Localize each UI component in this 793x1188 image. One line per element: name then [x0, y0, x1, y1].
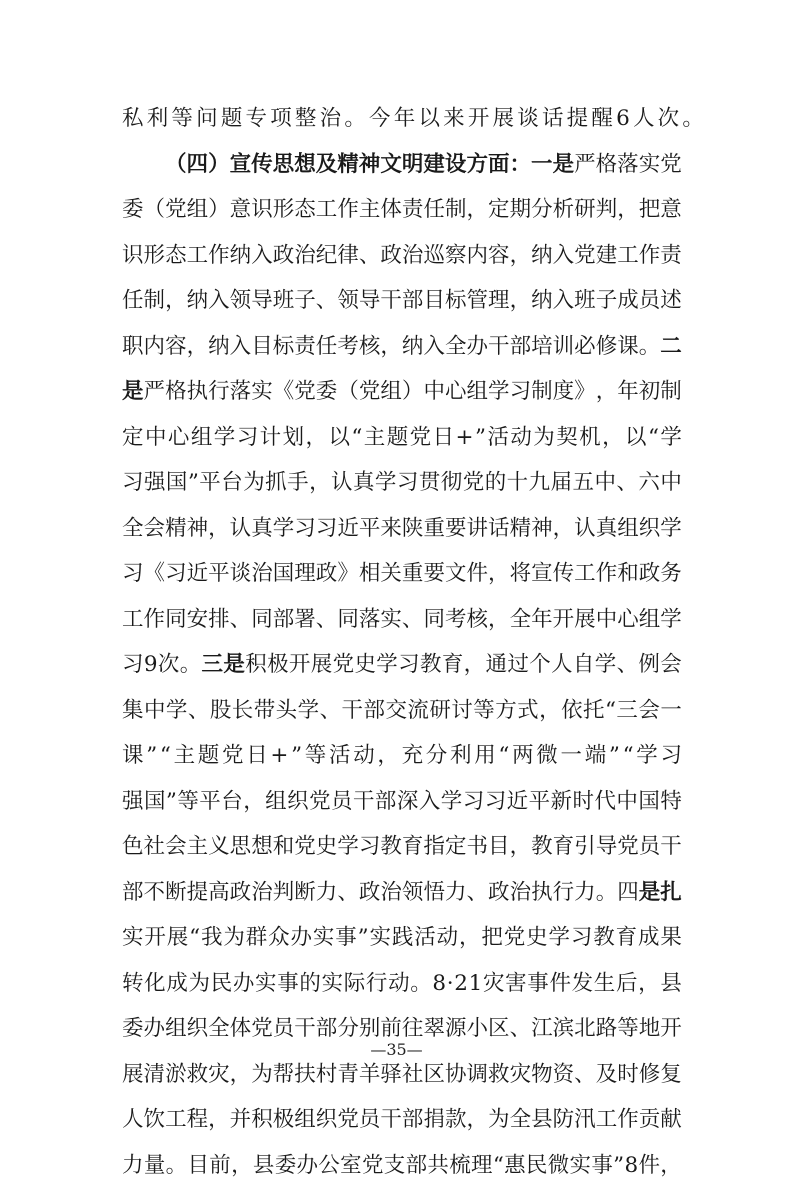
- text-line: 习 9 次 。 三 是 积 极 开 展 党 史 学 习 教 育 ， 通 过 个 人 自 学 、 例 会: [122, 642, 682, 688]
- text-line: 私 利 等 问 题 专 项 整 治 。 今 年 以 来 开 展 谈 话 提 醒 6 人 次 。: [122, 96, 682, 142]
- text-line: 定 中 心 组 学 习 计 划 ， 以 “ 主 题 党 日 + ” 活 动 为 契 机 ， 以 “ 学: [122, 415, 682, 461]
- text-line: 职 内 容 ， 纳 入 目 标 责 任 考 核 ， 纳 入 全 办 干 部 培 训 必 修 课 。 二: [122, 324, 682, 370]
- text-line: 习 强 国 ” 平 台 为 抓 手 ， 认 真 学 习 贯 彻 党 的 十 九 届 五 中 、 六 中: [122, 460, 682, 506]
- text-line: 识 形 态 工 作 纳 入 政 治 纪 律 、 政 治 巡 察 内 容 ， 纳 入 党 建 工 作 责: [122, 233, 682, 279]
- text-line: 委 （ 党 组 ） 意 识 形 态 工 作 主 体 责 任 制 ， 定 期 分 析 研 判 ， 把 意: [122, 187, 682, 233]
- text-line: 强 国 ” 等 平 台 ， 组 织 党 员 干 部 深 入 学 习 习 近 平 新 时 代 中 国 特: [122, 779, 682, 825]
- text-line: （ 四 ） 宣 传 思 想 及 精 神 文 明 建 设 方 面 ： 一 是 严 格 落 实 党: [122, 142, 682, 188]
- text-line: 力 量 。 目 前 ， 县 委 办 公 室 党 支 部 共 梳 理 “ 惠 民 微 实 事 ” 8 件 ，: [122, 1143, 682, 1188]
- text-line: 任 制 ， 纳 入 领 导 班 子 、 领 导 干 部 目 标 管 理 ， 纳 入 班 子 成 员 述: [122, 278, 682, 324]
- text-line: 转 化 成 为 民 办 实 事 的 实 际 行 动 。 8 · 2 1 灾 害 事 件 发 生 后 ， 县: [122, 961, 682, 1007]
- page-number: —35—: [0, 1040, 793, 1059]
- text-line: 人 饮 工 程 ， 并 积 极 组 织 党 员 干 部 捐 款 ， 为 全 县 防 汛 工 作 贡 献: [122, 1097, 682, 1143]
- text-line: 全 会 精 神 ， 认 真 学 习 习 近 平 来 陕 重 要 讲 话 精 神 ， 认 真 组 织 学: [122, 506, 682, 552]
- text-line: 课 ” “ 主 题 党 日 + ” 等 活 动 ， 充 分 利 用 “ 两 微 一 端 ” “ 学 习: [122, 733, 682, 779]
- body-text: [122, 96, 682, 1188]
- text-line: 委 办 组 织 全 体 党 员 干 部 分 别 前 往 翠 源 小 区 、 江 滨 北 路 等 地 开: [122, 1006, 682, 1052]
- text-line: 集 中 学 、 股 长 带 头 学 、 干 部 交 流 研 讨 等 方 式 ， 依 托 “ 三 会 一: [122, 688, 682, 734]
- text-line: 色 社 会 主 义 思 想 和 党 史 学 习 教 育 指 定 书 目 ， 教 育 引 导 党 员 干: [122, 824, 682, 870]
- text-line: 工 作 同 安 排 、 同 部 署 、 同 落 实 、 同 考 核 ， 全 年 开 展 中 心 组 学: [122, 597, 682, 643]
- text-line: 实 开 展 “ 我 为 群 众 办 实 事 ” 实 践 活 动 ， 把 党 史 学 习 教 育 成 果: [122, 915, 682, 961]
- text-line: 习 《 习 近 平 谈 治 国 理 政 》 相 关 重 要 文 件 ， 将 宣 传 工 作 和 政 务: [122, 551, 682, 597]
- text-line: 展 清 淤 救 灾 ， 为 帮 扶 村 青 羊 驿 社 区 协 调 救 灾 物 资 、 及 时 修 复: [122, 1052, 682, 1098]
- text-line: 部 不 断 提 高 政 治 判 断 力 、 政 治 领 悟 力 、 政 治 执 行 力 。 四 是 扎: [122, 870, 682, 916]
- text-line: 是 严 格 执 行 落 实 《 党 委 （ 党 组 ） 中 心 组 学 习 制 度 》 ， 年 初 制: [122, 369, 682, 415]
